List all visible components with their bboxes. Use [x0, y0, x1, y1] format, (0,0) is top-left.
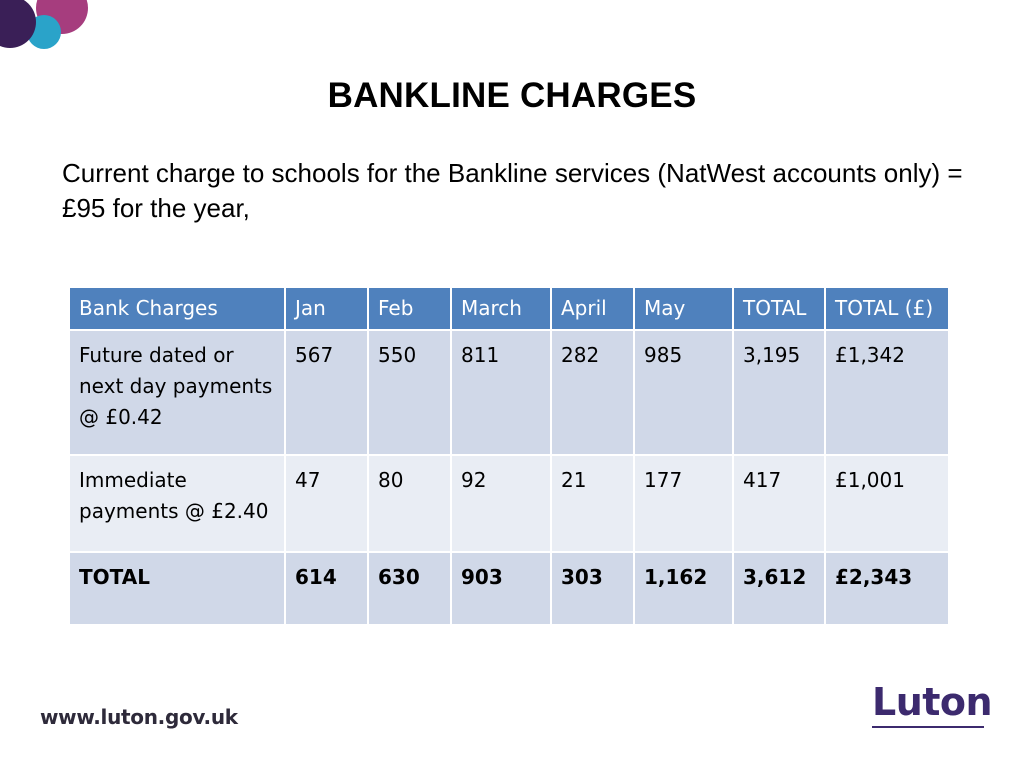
column-header: March: [451, 287, 551, 330]
slide-title: BANKLINE CHARGES: [327, 76, 697, 115]
logo-underline: [872, 726, 984, 728]
table-cell: 630: [368, 552, 451, 625]
total-row: [69, 552, 949, 625]
table-cell: 550: [368, 330, 451, 455]
decorative-circles: [0, 0, 100, 60]
table-cell: 903: [451, 552, 551, 625]
table-cell: 3,612: [733, 552, 825, 625]
table-cell: 21: [551, 455, 634, 552]
table-cell: £1,001: [825, 455, 949, 552]
table-cell: 303: [551, 552, 634, 625]
column-header: TOTAL: [733, 287, 825, 330]
column-header: April: [551, 287, 634, 330]
table-row: [69, 330, 949, 455]
row-label-cell: Future dated or next day payments @ £0.42: [69, 330, 285, 455]
column-header: TOTAL (£): [825, 287, 949, 330]
table-cell: £2,343: [825, 552, 949, 625]
column-header: Feb: [368, 287, 451, 330]
column-header: Bank Charges: [69, 287, 285, 330]
table-cell: 177: [634, 455, 733, 552]
table-cell: 614: [285, 552, 368, 625]
row-label-cell: TOTAL: [69, 552, 285, 625]
table-cell: 1,162: [634, 552, 733, 625]
table-cell: 80: [368, 455, 451, 552]
table-cell: 282: [551, 330, 634, 455]
row-label-cell: Immediate payments @ £2.40: [69, 455, 285, 552]
footer-website-link[interactable]: www.luton.gov.uk: [40, 705, 238, 729]
column-header: May: [634, 287, 733, 330]
table-cell: 47: [285, 455, 368, 552]
table-cell: 3,195: [733, 330, 825, 455]
table-cell: 811: [451, 330, 551, 455]
table-cell: 417: [733, 455, 825, 552]
charges-table: [68, 286, 950, 626]
table-cell: £1,342: [825, 330, 949, 455]
table-cell: 92: [451, 455, 551, 552]
table-cell: 567: [285, 330, 368, 455]
table-header-row: [69, 287, 949, 330]
logo-text: Luton: [872, 680, 993, 724]
table-cell: 985: [634, 330, 733, 455]
intro-text: Current charge to schools for the Bankline services (NatWest accounts only) = £95 for the year,: [62, 158, 963, 223]
column-header: Jan: [285, 287, 368, 330]
table-row: [69, 455, 949, 552]
luton-logo: [872, 680, 992, 728]
